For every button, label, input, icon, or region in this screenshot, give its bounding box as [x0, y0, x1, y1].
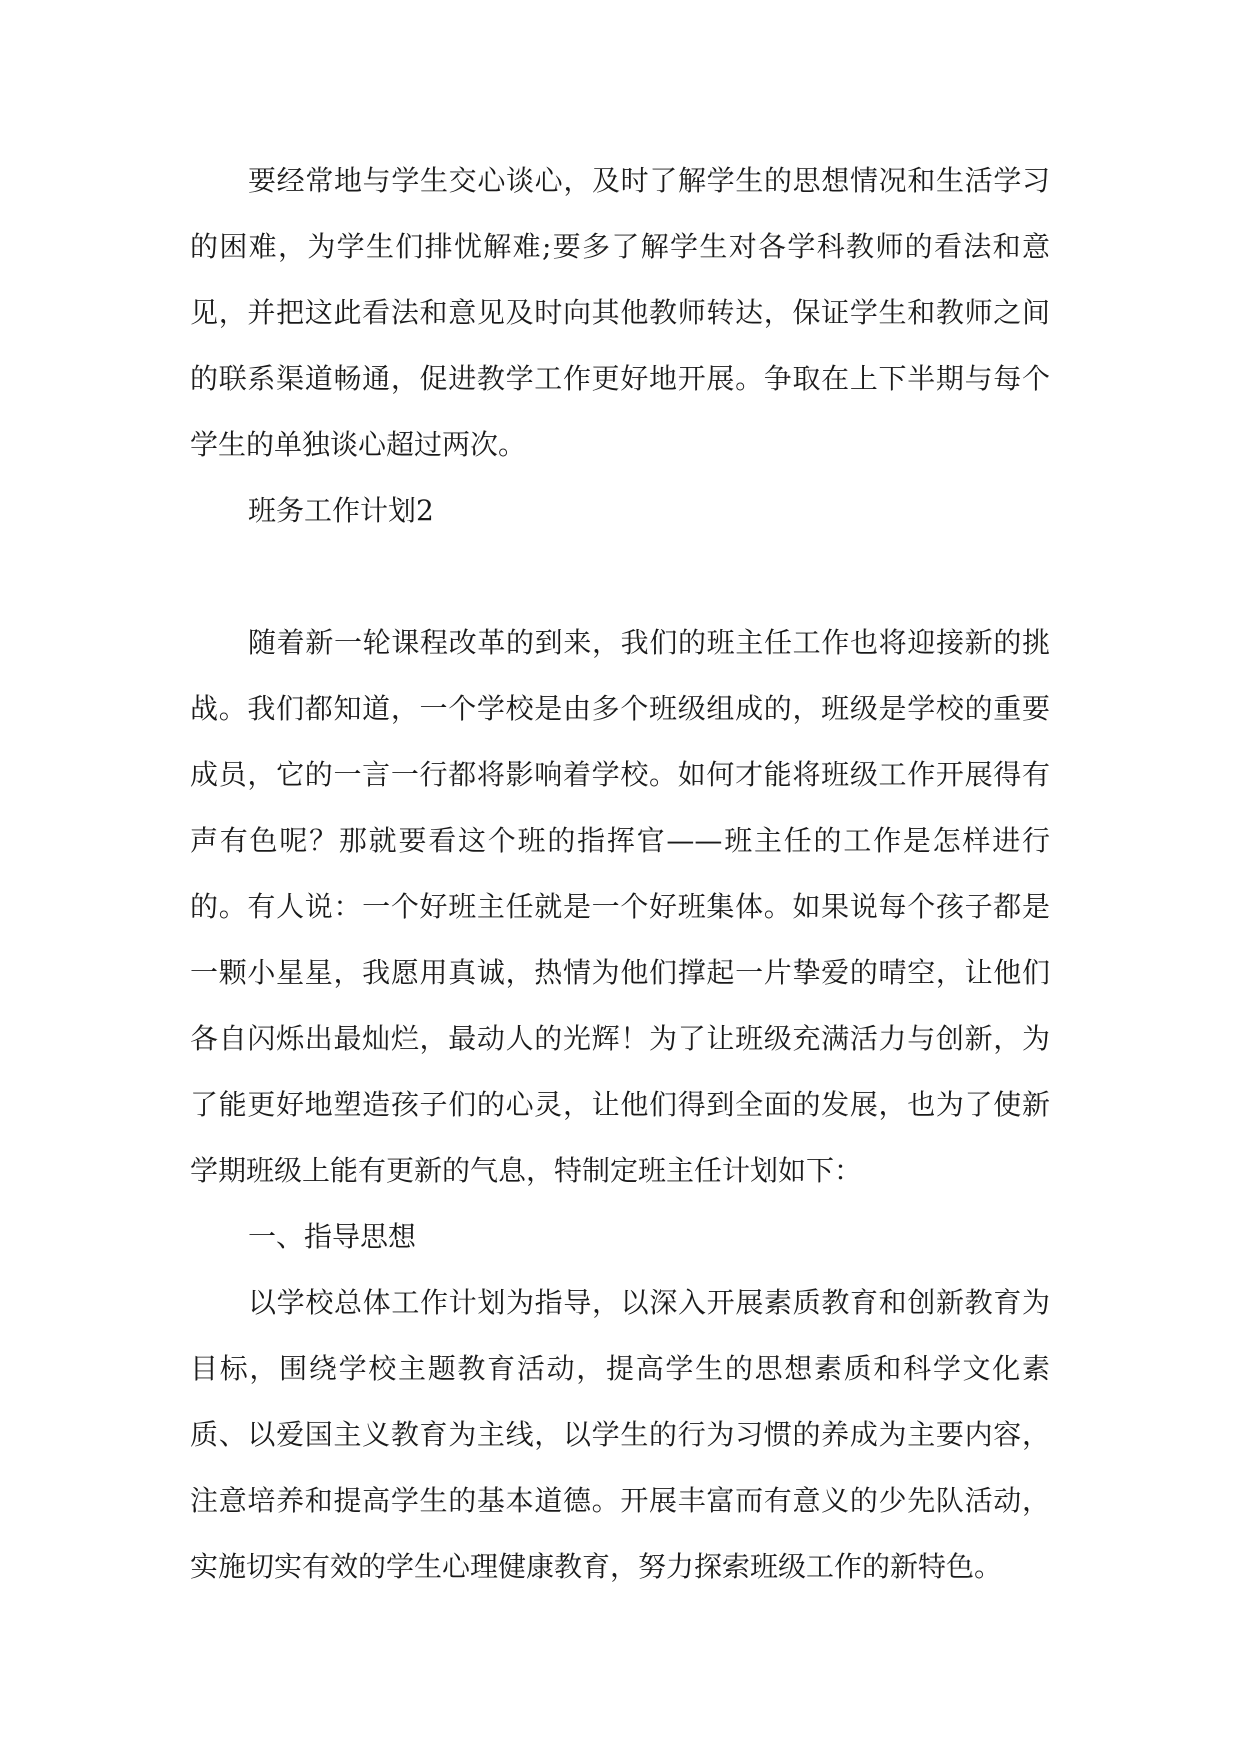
paragraph-introduction: 随着新一轮课程改革的到来，我们的班主任工作也将迎接新的挑战。我们都知道，一个学校是由多个班级组成的，班级是学校的重要成员，它的一言一行都将影响着学校。如何才能将班级工作开展得有声有色呢？那就要看这个班的指挥官——班主任的工作是怎样进行的。有人说：一个好班主任就是一个好班集体。如果说每个孩子都是一颗小星星，我愿用真诚，热情为他们撑起一片挚爱的晴空，让他们各自闪烁出最灿烂，最动人的光辉！为了让班级充满活力与创新，为了能更好地塑造孩子们的心灵，让他们得到全面的发展，也为了使新学期班级上能有更新的气息，特制定班主任计划如下： [190, 626, 1050, 1187]
paragraph-student-communication: 要经常地与学生交心谈心，及时了解学生的思想情况和生活学习的困难，为学生们排忧解难;要多了解学生对各学科教师的看法和意见，并把这此看法和意见及时向其他教师转达，保证学生和教师之间的联系渠道畅通，促进教学工作更好地开展。争取在上下半期与每个学生的单独谈心超过两次。 [190, 164, 1050, 461]
section-title-class-plan-2: 班务工作计划2 [248, 494, 434, 527]
paragraph-guiding-ideology: 以学校总体工作计划为指导，以深入开展素质教育和创新教育为目标，围绕学校主题教育活动，提高学生的思想素质和科学文化素质、以爱国主义教育为主线，以学生的行为习惯的养成为主要内容，注意培养和提高学生的基本道德。开展丰富而有意义的少先队活动，实施切实有效的学生心理健康教育，努力探索班级工作的新特色。 [190, 1286, 1050, 1583]
document-body [190, 148, 1050, 1600]
section-heading-guiding-ideology: 一、指导思想 [248, 1220, 417, 1253]
blank-line [190, 544, 1050, 610]
